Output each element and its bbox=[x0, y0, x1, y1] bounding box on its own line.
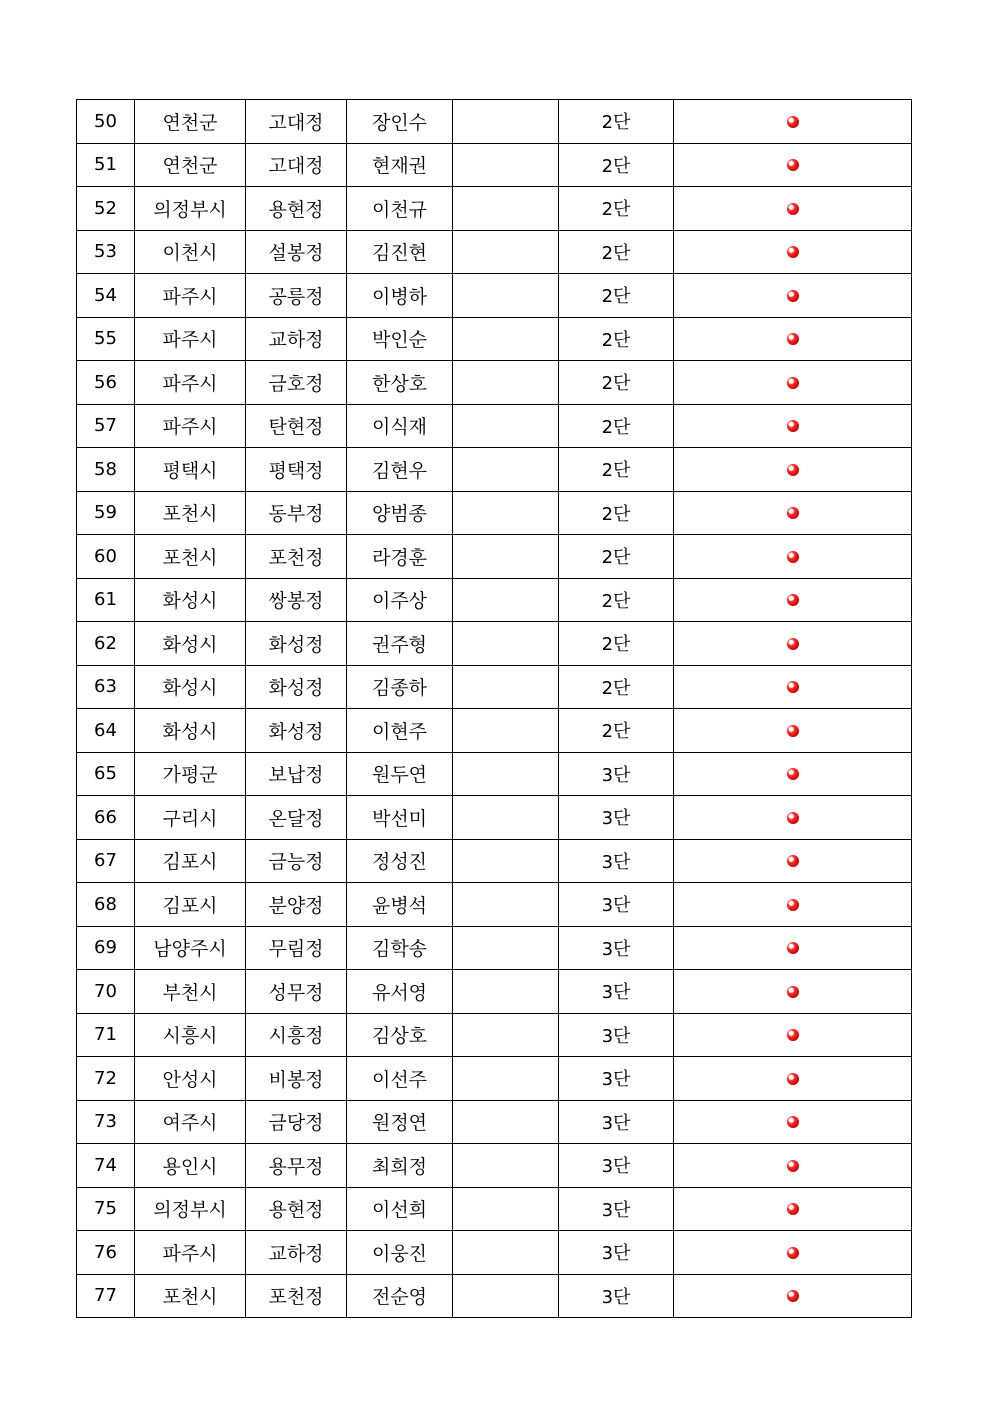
table-row bbox=[77, 448, 912, 492]
region-cell: 파주시 bbox=[135, 404, 246, 448]
table-row bbox=[77, 752, 912, 796]
row-number-cell: 67 bbox=[77, 839, 135, 883]
status-mark-cell bbox=[674, 1057, 912, 1101]
grade-cell: 3단 bbox=[559, 1144, 674, 1188]
member-name-cell: 이선희 bbox=[347, 1187, 453, 1231]
circle-mark-icon bbox=[787, 812, 799, 824]
row-number-cell: 61 bbox=[77, 578, 135, 622]
circle-mark-icon bbox=[787, 1203, 799, 1215]
row-number-cell: 72 bbox=[77, 1057, 135, 1101]
status-mark-cell bbox=[674, 317, 912, 361]
grade-cell: 2단 bbox=[559, 709, 674, 753]
status-mark-cell bbox=[674, 578, 912, 622]
status-mark-cell bbox=[674, 1100, 912, 1144]
circle-mark-icon bbox=[787, 986, 799, 998]
table-row bbox=[77, 622, 912, 666]
table-row bbox=[77, 187, 912, 231]
grade-cell: 3단 bbox=[559, 1057, 674, 1101]
circle-mark-icon bbox=[787, 1029, 799, 1041]
table-row bbox=[77, 796, 912, 840]
row-number-cell: 69 bbox=[77, 926, 135, 970]
table-row bbox=[77, 1187, 912, 1231]
status-mark-cell bbox=[674, 1144, 912, 1188]
dojang-cell: 설봉정 bbox=[246, 230, 347, 274]
roster-table bbox=[76, 99, 912, 1318]
table-row bbox=[77, 1144, 912, 1188]
row-number-cell: 52 bbox=[77, 187, 135, 231]
circle-mark-icon bbox=[787, 725, 799, 737]
member-name-cell: 김현우 bbox=[347, 448, 453, 492]
row-number-cell: 51 bbox=[77, 143, 135, 187]
circle-mark-icon bbox=[787, 420, 799, 432]
table-row bbox=[77, 143, 912, 187]
grade-cell: 2단 bbox=[559, 535, 674, 579]
dojang-cell: 평택정 bbox=[246, 448, 347, 492]
table-row bbox=[77, 491, 912, 535]
circle-mark-icon bbox=[787, 855, 799, 867]
status-mark-cell bbox=[674, 187, 912, 231]
circle-mark-icon bbox=[787, 1247, 799, 1259]
region-cell: 의정부시 bbox=[135, 187, 246, 231]
table-row bbox=[77, 404, 912, 448]
blank-cell bbox=[453, 622, 559, 666]
dojang-cell: 고대정 bbox=[246, 100, 347, 144]
region-cell: 포천시 bbox=[135, 1274, 246, 1318]
table-row bbox=[77, 317, 912, 361]
member-name-cell: 이식재 bbox=[347, 404, 453, 448]
blank-cell bbox=[453, 230, 559, 274]
blank-cell bbox=[453, 883, 559, 927]
region-cell: 부천시 bbox=[135, 970, 246, 1014]
status-mark-cell bbox=[674, 1013, 912, 1057]
dojang-cell: 분양정 bbox=[246, 883, 347, 927]
dojang-cell: 금호정 bbox=[246, 361, 347, 405]
table-row bbox=[77, 926, 912, 970]
region-cell: 여주시 bbox=[135, 1100, 246, 1144]
row-number-cell: 55 bbox=[77, 317, 135, 361]
dojang-cell: 화성정 bbox=[246, 709, 347, 753]
table-row bbox=[77, 578, 912, 622]
member-name-cell: 이천규 bbox=[347, 187, 453, 231]
grade-cell: 3단 bbox=[559, 796, 674, 840]
row-number-cell: 59 bbox=[77, 491, 135, 535]
dojang-cell: 보납정 bbox=[246, 752, 347, 796]
circle-mark-icon bbox=[787, 203, 799, 215]
member-name-cell: 양범종 bbox=[347, 491, 453, 535]
status-mark-cell bbox=[674, 274, 912, 318]
grade-cell: 2단 bbox=[559, 448, 674, 492]
grade-cell: 3단 bbox=[559, 970, 674, 1014]
blank-cell bbox=[453, 970, 559, 1014]
row-number-cell: 54 bbox=[77, 274, 135, 318]
grade-cell: 2단 bbox=[559, 622, 674, 666]
region-cell: 파주시 bbox=[135, 1231, 246, 1275]
circle-mark-icon bbox=[787, 290, 799, 302]
grade-cell: 2단 bbox=[559, 274, 674, 318]
status-mark-cell bbox=[674, 361, 912, 405]
region-cell: 파주시 bbox=[135, 274, 246, 318]
table-row bbox=[77, 535, 912, 579]
circle-mark-icon bbox=[787, 1116, 799, 1128]
status-mark-cell bbox=[674, 143, 912, 187]
row-number-cell: 58 bbox=[77, 448, 135, 492]
region-cell: 시흥시 bbox=[135, 1013, 246, 1057]
table-row bbox=[77, 970, 912, 1014]
region-cell: 이천시 bbox=[135, 230, 246, 274]
row-number-cell: 73 bbox=[77, 1100, 135, 1144]
status-mark-cell bbox=[674, 448, 912, 492]
region-cell: 김포시 bbox=[135, 883, 246, 927]
table-row bbox=[77, 274, 912, 318]
dojang-cell: 용현정 bbox=[246, 187, 347, 231]
row-number-cell: 53 bbox=[77, 230, 135, 274]
blank-cell bbox=[453, 143, 559, 187]
blank-cell bbox=[453, 100, 559, 144]
circle-mark-icon bbox=[787, 551, 799, 563]
dojang-cell: 교하정 bbox=[246, 1231, 347, 1275]
circle-mark-icon bbox=[787, 899, 799, 911]
grade-cell: 3단 bbox=[559, 1013, 674, 1057]
grade-cell: 3단 bbox=[559, 1100, 674, 1144]
table-row bbox=[77, 230, 912, 274]
region-cell: 연천군 bbox=[135, 143, 246, 187]
status-mark-cell bbox=[674, 404, 912, 448]
row-number-cell: 56 bbox=[77, 361, 135, 405]
row-number-cell: 70 bbox=[77, 970, 135, 1014]
table-row bbox=[77, 1100, 912, 1144]
row-number-cell: 74 bbox=[77, 1144, 135, 1188]
region-cell: 파주시 bbox=[135, 361, 246, 405]
dojang-cell: 금당정 bbox=[246, 1100, 347, 1144]
member-name-cell: 이주상 bbox=[347, 578, 453, 622]
member-name-cell: 이선주 bbox=[347, 1057, 453, 1101]
region-cell: 화성시 bbox=[135, 622, 246, 666]
circle-mark-icon bbox=[787, 464, 799, 476]
blank-cell bbox=[453, 491, 559, 535]
member-name-cell: 원두연 bbox=[347, 752, 453, 796]
blank-cell bbox=[453, 448, 559, 492]
member-name-cell: 한상호 bbox=[347, 361, 453, 405]
grade-cell: 2단 bbox=[559, 491, 674, 535]
status-mark-cell bbox=[674, 796, 912, 840]
status-mark-cell bbox=[674, 665, 912, 709]
grade-cell: 2단 bbox=[559, 187, 674, 231]
grade-cell: 3단 bbox=[559, 926, 674, 970]
status-mark-cell bbox=[674, 230, 912, 274]
status-mark-cell bbox=[674, 883, 912, 927]
status-mark-cell bbox=[674, 491, 912, 535]
region-cell: 화성시 bbox=[135, 578, 246, 622]
member-name-cell: 이현주 bbox=[347, 709, 453, 753]
table-row bbox=[77, 1274, 912, 1318]
blank-cell bbox=[453, 317, 559, 361]
member-name-cell: 박선미 bbox=[347, 796, 453, 840]
row-number-cell: 50 bbox=[77, 100, 135, 144]
member-name-cell: 장인수 bbox=[347, 100, 453, 144]
dojang-cell: 쌍봉정 bbox=[246, 578, 347, 622]
blank-cell bbox=[453, 1144, 559, 1188]
grade-cell: 2단 bbox=[559, 361, 674, 405]
grade-cell: 2단 bbox=[559, 143, 674, 187]
region-cell: 남양주시 bbox=[135, 926, 246, 970]
blank-cell bbox=[453, 1231, 559, 1275]
row-number-cell: 66 bbox=[77, 796, 135, 840]
dojang-cell: 교하정 bbox=[246, 317, 347, 361]
row-number-cell: 65 bbox=[77, 752, 135, 796]
dojang-cell: 공릉정 bbox=[246, 274, 347, 318]
table-row bbox=[77, 1057, 912, 1101]
dojang-cell: 용현정 bbox=[246, 1187, 347, 1231]
dojang-cell: 탄현정 bbox=[246, 404, 347, 448]
row-number-cell: 63 bbox=[77, 665, 135, 709]
region-cell: 포천시 bbox=[135, 535, 246, 579]
grade-cell: 2단 bbox=[559, 665, 674, 709]
member-name-cell: 권주형 bbox=[347, 622, 453, 666]
region-cell: 용인시 bbox=[135, 1144, 246, 1188]
circle-mark-icon bbox=[787, 638, 799, 650]
row-number-cell: 77 bbox=[77, 1274, 135, 1318]
circle-mark-icon bbox=[787, 507, 799, 519]
grade-cell: 3단 bbox=[559, 1231, 674, 1275]
circle-mark-icon bbox=[787, 116, 799, 128]
blank-cell bbox=[453, 839, 559, 883]
dojang-cell: 용무정 bbox=[246, 1144, 347, 1188]
circle-mark-icon bbox=[787, 246, 799, 258]
grade-cell: 3단 bbox=[559, 1274, 674, 1318]
blank-cell bbox=[453, 578, 559, 622]
row-number-cell: 64 bbox=[77, 709, 135, 753]
region-cell: 의정부시 bbox=[135, 1187, 246, 1231]
blank-cell bbox=[453, 1057, 559, 1101]
blank-cell bbox=[453, 1100, 559, 1144]
region-cell: 평택시 bbox=[135, 448, 246, 492]
grade-cell: 3단 bbox=[559, 839, 674, 883]
grade-cell: 2단 bbox=[559, 317, 674, 361]
member-name-cell: 박인순 bbox=[347, 317, 453, 361]
blank-cell bbox=[453, 404, 559, 448]
blank-cell bbox=[453, 535, 559, 579]
region-cell: 안성시 bbox=[135, 1057, 246, 1101]
region-cell: 김포시 bbox=[135, 839, 246, 883]
member-name-cell: 원정연 bbox=[347, 1100, 453, 1144]
row-number-cell: 76 bbox=[77, 1231, 135, 1275]
table-row bbox=[77, 1231, 912, 1275]
grade-cell: 3단 bbox=[559, 752, 674, 796]
dojang-cell: 성무정 bbox=[246, 970, 347, 1014]
member-name-cell: 윤병석 bbox=[347, 883, 453, 927]
circle-mark-icon bbox=[787, 768, 799, 780]
row-number-cell: 71 bbox=[77, 1013, 135, 1057]
region-cell: 파주시 bbox=[135, 317, 246, 361]
status-mark-cell bbox=[674, 709, 912, 753]
grade-cell: 2단 bbox=[559, 404, 674, 448]
row-number-cell: 60 bbox=[77, 535, 135, 579]
status-mark-cell bbox=[674, 622, 912, 666]
table-row bbox=[77, 361, 912, 405]
dojang-cell: 동부정 bbox=[246, 491, 347, 535]
status-mark-cell bbox=[674, 1231, 912, 1275]
table-row bbox=[77, 839, 912, 883]
grade-cell: 2단 bbox=[559, 578, 674, 622]
dojang-cell: 시흥정 bbox=[246, 1013, 347, 1057]
circle-mark-icon bbox=[787, 681, 799, 693]
dojang-cell: 금능정 bbox=[246, 839, 347, 883]
table-row bbox=[77, 883, 912, 927]
blank-cell bbox=[453, 274, 559, 318]
member-name-cell: 이웅진 bbox=[347, 1231, 453, 1275]
table-row bbox=[77, 1013, 912, 1057]
blank-cell bbox=[453, 926, 559, 970]
circle-mark-icon bbox=[787, 159, 799, 171]
member-name-cell: 김학송 bbox=[347, 926, 453, 970]
member-name-cell: 정성진 bbox=[347, 839, 453, 883]
dojang-cell: 포천정 bbox=[246, 535, 347, 579]
roster-body bbox=[77, 100, 912, 1318]
region-cell: 화성시 bbox=[135, 665, 246, 709]
grade-cell: 2단 bbox=[559, 100, 674, 144]
status-mark-cell bbox=[674, 752, 912, 796]
row-number-cell: 75 bbox=[77, 1187, 135, 1231]
status-mark-cell bbox=[674, 1274, 912, 1318]
blank-cell bbox=[453, 187, 559, 231]
dojang-cell: 무림정 bbox=[246, 926, 347, 970]
table-row bbox=[77, 100, 912, 144]
blank-cell bbox=[453, 361, 559, 405]
table-row bbox=[77, 709, 912, 753]
region-cell: 구리시 bbox=[135, 796, 246, 840]
blank-cell bbox=[453, 752, 559, 796]
circle-mark-icon bbox=[787, 1073, 799, 1085]
table-row bbox=[77, 665, 912, 709]
blank-cell bbox=[453, 1187, 559, 1231]
row-number-cell: 68 bbox=[77, 883, 135, 927]
circle-mark-icon bbox=[787, 377, 799, 389]
member-name-cell: 전순영 bbox=[347, 1274, 453, 1318]
status-mark-cell bbox=[674, 926, 912, 970]
circle-mark-icon bbox=[787, 1160, 799, 1172]
blank-cell bbox=[453, 796, 559, 840]
dojang-cell: 비봉정 bbox=[246, 1057, 347, 1101]
status-mark-cell bbox=[674, 100, 912, 144]
blank-cell bbox=[453, 665, 559, 709]
member-name-cell: 라경훈 bbox=[347, 535, 453, 579]
dojang-cell: 온달정 bbox=[246, 796, 347, 840]
member-name-cell: 김진현 bbox=[347, 230, 453, 274]
row-number-cell: 57 bbox=[77, 404, 135, 448]
status-mark-cell bbox=[674, 970, 912, 1014]
dojang-cell: 화성정 bbox=[246, 665, 347, 709]
blank-cell bbox=[453, 1013, 559, 1057]
region-cell: 화성시 bbox=[135, 709, 246, 753]
row-number-cell: 62 bbox=[77, 622, 135, 666]
member-name-cell: 김상호 bbox=[347, 1013, 453, 1057]
dojang-cell: 고대정 bbox=[246, 143, 347, 187]
region-cell: 연천군 bbox=[135, 100, 246, 144]
grade-cell: 2단 bbox=[559, 230, 674, 274]
member-name-cell: 김종하 bbox=[347, 665, 453, 709]
member-name-cell: 최희정 bbox=[347, 1144, 453, 1188]
member-name-cell: 이병하 bbox=[347, 274, 453, 318]
member-name-cell: 현재권 bbox=[347, 143, 453, 187]
status-mark-cell bbox=[674, 1187, 912, 1231]
circle-mark-icon bbox=[787, 594, 799, 606]
member-name-cell: 유서영 bbox=[347, 970, 453, 1014]
blank-cell bbox=[453, 1274, 559, 1318]
dojang-cell: 화성정 bbox=[246, 622, 347, 666]
circle-mark-icon bbox=[787, 333, 799, 345]
grade-cell: 3단 bbox=[559, 1187, 674, 1231]
dojang-cell: 포천정 bbox=[246, 1274, 347, 1318]
circle-mark-icon bbox=[787, 1290, 799, 1302]
region-cell: 포천시 bbox=[135, 491, 246, 535]
status-mark-cell bbox=[674, 535, 912, 579]
status-mark-cell bbox=[674, 839, 912, 883]
blank-cell bbox=[453, 709, 559, 753]
circle-mark-icon bbox=[787, 942, 799, 954]
region-cell: 가평군 bbox=[135, 752, 246, 796]
grade-cell: 3단 bbox=[559, 883, 674, 927]
